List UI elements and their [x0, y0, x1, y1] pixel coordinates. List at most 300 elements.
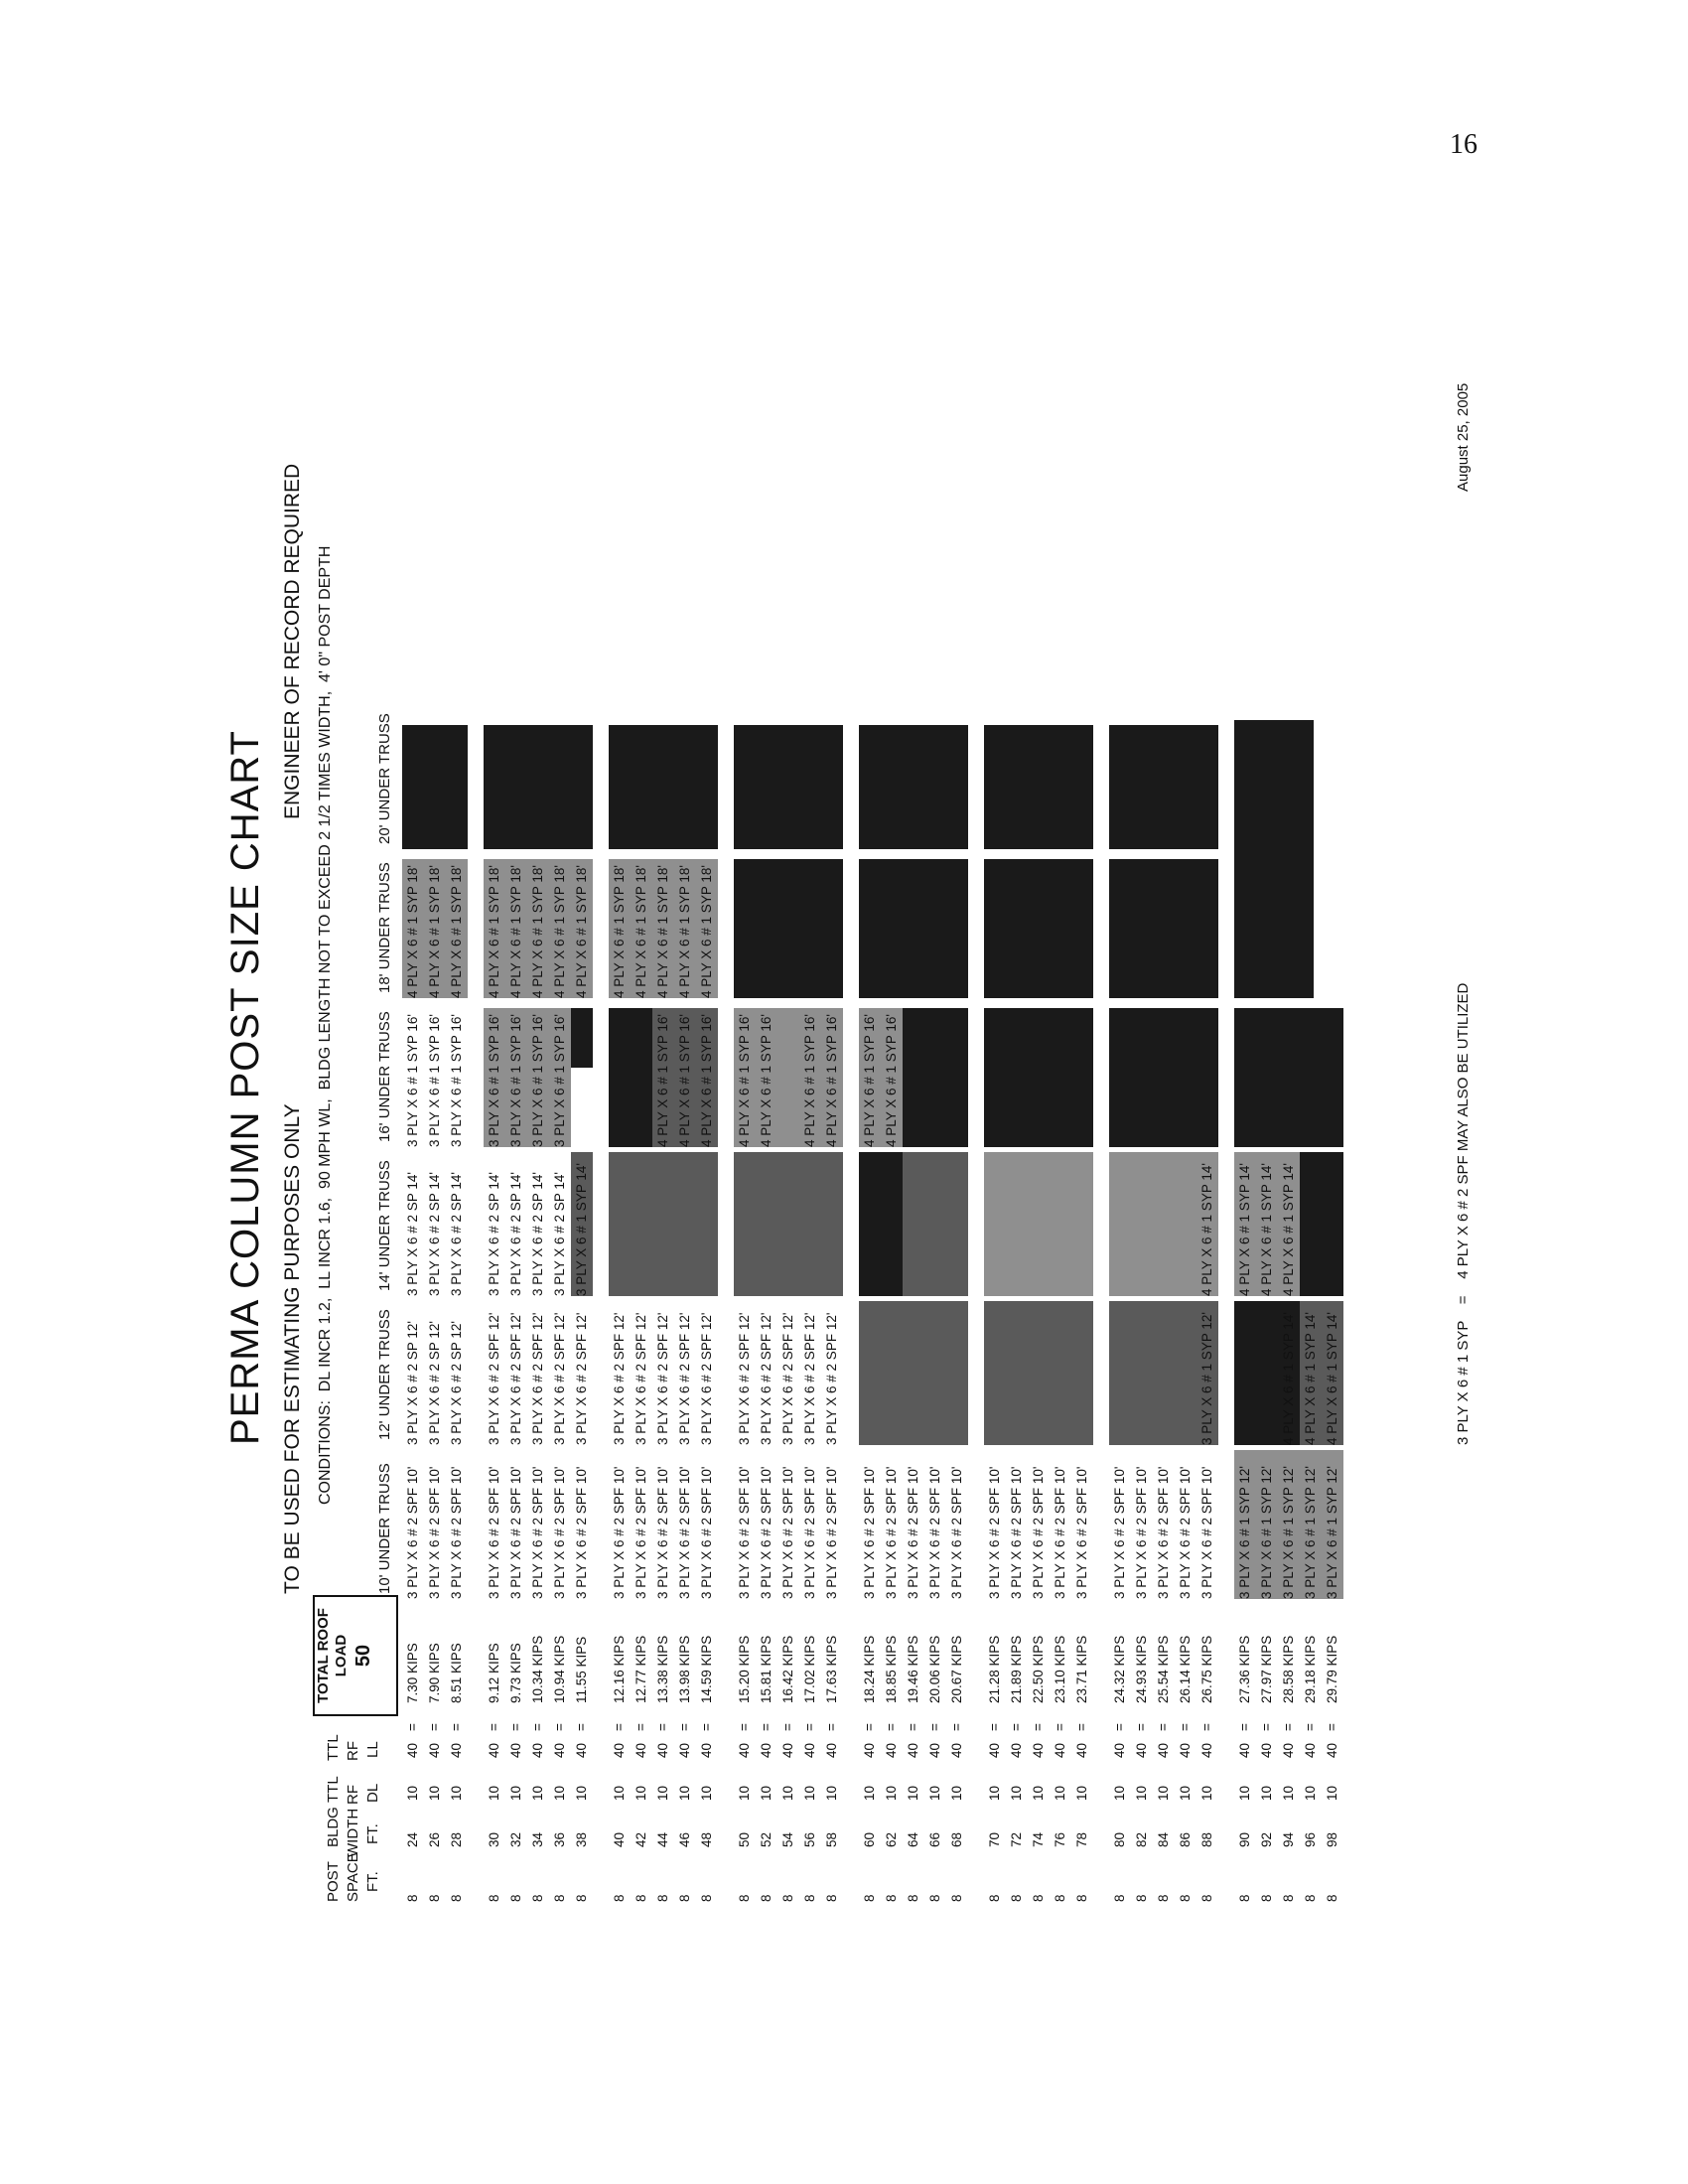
- footnote: 3 PLY X 6 # 1 SYP = 4 PLY X 6 # 2 SPF MAY ALSO BE UTILIZED: [1455, 982, 1472, 1445]
- table-cell: 40: [508, 1742, 523, 1758]
- table-cell: =: [405, 1723, 420, 1731]
- table-cell: =: [1053, 1723, 1067, 1731]
- table-cell: 13.38 KIPS: [655, 1635, 670, 1703]
- truss-column-header: 20' UNDER TRUSS: [376, 713, 393, 844]
- table-cell: 15.20 KIPS: [737, 1635, 752, 1703]
- table-cell: 98: [1325, 1831, 1339, 1847]
- table-cell: 66: [927, 1831, 942, 1847]
- table-cell: =: [1303, 1723, 1318, 1731]
- table-cell: 10: [612, 1785, 627, 1801]
- table-cell: 4 PLY X 6 # 1 SYP 18': [530, 865, 545, 998]
- truss-column-header: 14' UNDER TRUSS: [376, 1160, 393, 1291]
- table-cell: 3 PLY X 6 # 2 SPF 10': [1112, 1466, 1127, 1599]
- table-row: [881, 273, 903, 1902]
- table-cell: 8: [1134, 1894, 1149, 1902]
- conditions-text: CONDITIONS: DL INCR 1.2, LL INCR 1.6, 90 MPH WL, BLDG LENGTH NOT TO EXCEED 2 1/2 TIMES WIDTH, 4' 0" POST DEPTH: [317, 545, 334, 1505]
- table-cell: 20.67 KIPS: [949, 1635, 964, 1703]
- table-cell: 13.98 KIPS: [677, 1635, 692, 1703]
- row-group: [859, 273, 968, 1902]
- table-cell: 3 PLY X 6 # 2 SPF 10': [449, 1466, 464, 1599]
- table-cell: 10: [987, 1785, 1002, 1801]
- table-cell: 3 PLY X 6 # 1 SYP 12': [1281, 1466, 1296, 1599]
- table-cell: 9.73 KIPS: [508, 1643, 523, 1703]
- table-row: [821, 273, 843, 1902]
- table-cell: 40: [1199, 1742, 1214, 1758]
- table-cell: 10: [1281, 1785, 1296, 1801]
- table-row: [946, 273, 968, 1902]
- table-cell: =: [927, 1723, 942, 1731]
- table-cell: 4 PLY X 6 # 1 SYP 18': [449, 865, 464, 998]
- table-cell: =: [655, 1723, 670, 1731]
- table-cell: 10: [1325, 1785, 1339, 1801]
- subtitle: TO BE USED FOR ESTIMATING PURPOSES ONLY: [281, 1103, 304, 1594]
- table-cell: 3 PLY X 6 # 2 SP 12': [427, 1321, 442, 1445]
- table-cell: 4 PLY X 6 # 1 SYP 14': [1303, 1312, 1318, 1445]
- table-cell: 84: [1156, 1831, 1171, 1847]
- table-cell: 10: [780, 1785, 795, 1801]
- table-cell: 38: [574, 1831, 589, 1847]
- header-space: SPACE: [345, 1852, 361, 1902]
- table-cell: 36: [552, 1831, 567, 1847]
- table-cell: 3 PLY X 6 # 2 SPF 10': [1031, 1466, 1046, 1599]
- table-cell: 60: [862, 1831, 877, 1847]
- table-row: [1322, 273, 1343, 1902]
- table-cell: 3 PLY X 6 # 2 SPF 12': [677, 1312, 692, 1445]
- table-cell: 3 PLY X 6 # 1 SYP 14': [574, 1163, 589, 1296]
- table-cell: 8: [1237, 1894, 1252, 1902]
- table-cell: =: [780, 1723, 795, 1731]
- table-cell: 40: [737, 1742, 752, 1758]
- table-cell: 8: [1009, 1894, 1024, 1902]
- load-box-label: TOTAL ROOF: [315, 1608, 332, 1703]
- table-cell: 27.36 KIPS: [1237, 1635, 1252, 1703]
- table-cell: 3 PLY X 6 # 2 SP 12': [405, 1321, 420, 1445]
- table-cell: 26.75 KIPS: [1199, 1635, 1214, 1703]
- table-cell: 3 PLY X 6 # 2 SPF 10': [1134, 1466, 1149, 1599]
- table-cell: 3 PLY X 6 # 2 SPF 12': [633, 1312, 648, 1445]
- row-group: [734, 273, 843, 1902]
- table-cell: 24.32 KIPS: [1112, 1635, 1127, 1703]
- table-cell: 10: [427, 1785, 442, 1801]
- table-cell: 4 PLY X 6 # 1 SYP 14': [1281, 1163, 1296, 1296]
- table-cell: 40: [1134, 1742, 1149, 1758]
- table-cell: 8: [802, 1894, 817, 1902]
- table-row: [527, 273, 549, 1902]
- table-cell: 8: [906, 1894, 920, 1902]
- table-cell: 4 PLY X 6 # 1 SYP 16': [699, 1014, 714, 1147]
- table-cell: 8: [405, 1894, 420, 1902]
- table-cell: 8: [530, 1894, 545, 1902]
- table-row: [631, 273, 652, 1902]
- table-cell: 3 PLY X 6 # 2 SPF 10': [487, 1466, 501, 1599]
- table-cell: 76: [1053, 1831, 1067, 1847]
- table-cell: 21.28 KIPS: [987, 1635, 1002, 1703]
- table-cell: 40: [574, 1742, 589, 1758]
- table-cell: 8: [1156, 1894, 1171, 1902]
- table-cell: 4 PLY X 6 # 1 SYP 14': [1259, 1163, 1274, 1296]
- table-row: [446, 273, 468, 1902]
- table-row: [1278, 273, 1300, 1902]
- table-row: [1256, 273, 1278, 1902]
- table-cell: =: [1031, 1723, 1046, 1731]
- table-cell: =: [884, 1723, 899, 1731]
- table-cell: 14.59 KIPS: [699, 1635, 714, 1703]
- table-cell: 3 PLY X 6 # 2 SP 14': [508, 1172, 523, 1296]
- table-cell: 56: [802, 1831, 817, 1847]
- table-cell: 3 PLY X 6 # 2 SPF 12': [802, 1312, 817, 1445]
- table-cell: 40: [552, 1742, 567, 1758]
- table-cell: 40: [699, 1742, 714, 1758]
- table-cell: 3 PLY X 6 # 2 SPF 10': [780, 1466, 795, 1599]
- table-cell: 11.55 KIPS: [574, 1636, 589, 1703]
- table-cell: 10: [633, 1785, 648, 1801]
- table-cell: 8: [574, 1894, 589, 1902]
- table-cell: =: [1156, 1723, 1171, 1731]
- table-row: [903, 273, 924, 1902]
- table-cell: =: [699, 1723, 714, 1731]
- table-cell: 46: [677, 1831, 692, 1847]
- table-cell: 7.30 KIPS: [405, 1643, 420, 1703]
- header-rf: RF: [345, 1785, 361, 1805]
- table-cell: 3 PLY X 6 # 2 SPF 12': [737, 1312, 752, 1445]
- table-cell: 4 PLY X 6 # 1 SYP 18': [612, 865, 627, 998]
- table-cell: 4 PLY X 6 # 1 SYP 18': [508, 865, 523, 998]
- table-cell: 10: [949, 1785, 964, 1801]
- table-cell: 8: [699, 1894, 714, 1902]
- table-cell: 3 PLY X 6 # 1 SYP 16': [508, 1014, 523, 1147]
- table-cell: =: [862, 1723, 877, 1731]
- header-ll: LL: [364, 1741, 381, 1758]
- header-ft: FT.: [364, 1871, 381, 1892]
- table-cell: 18.85 KIPS: [884, 1635, 899, 1703]
- table-row: [777, 273, 799, 1902]
- table-cell: =: [449, 1723, 464, 1731]
- table-row: [549, 273, 571, 1902]
- table-cell: 4 PLY X 6 # 1 SYP 18': [677, 865, 692, 998]
- table-cell: 78: [1074, 1831, 1089, 1847]
- table-cell: 27.97 KIPS: [1259, 1635, 1274, 1703]
- table-cell: 3 PLY X 6 # 2 SPF 10': [737, 1466, 752, 1599]
- table-cell: 3 PLY X 6 # 2 SPF 10': [987, 1466, 1002, 1599]
- table-cell: 10: [508, 1785, 523, 1801]
- table-cell: 4 PLY X 6 # 1 SYP 18': [699, 865, 714, 998]
- total-roof-load-box: [313, 1595, 398, 1716]
- table-cell: 10: [1259, 1785, 1274, 1801]
- table-cell: 44: [655, 1831, 670, 1847]
- table-cell: =: [1325, 1723, 1339, 1731]
- table-cell: 3 PLY X 6 # 2 SPF 10': [1178, 1466, 1193, 1599]
- table-cell: 3 PLY X 6 # 2 SPF 10': [1009, 1466, 1024, 1599]
- table-cell: 10: [1053, 1785, 1067, 1801]
- table-cell: 23.71 KIPS: [1074, 1635, 1089, 1703]
- table-cell: 16.42 KIPS: [780, 1635, 795, 1703]
- table-cell: =: [612, 1723, 627, 1731]
- table-cell: 4 PLY X 6 # 1 SYP 16': [677, 1014, 692, 1147]
- table-cell: 40: [824, 1742, 839, 1758]
- table-cell: 3 PLY X 6 # 1 SYP 16': [530, 1014, 545, 1147]
- table-row: [571, 273, 593, 1902]
- table-cell: 4 PLY X 6 # 1 SYP 14': [1237, 1163, 1252, 1296]
- table-cell: 40: [530, 1742, 545, 1758]
- table-cell: 90: [1237, 1831, 1252, 1847]
- table-cell: 4 PLY X 6 # 1 SYP 16': [759, 1014, 774, 1147]
- table-cell: 68: [949, 1831, 964, 1847]
- table-cell: 40: [1259, 1742, 1274, 1758]
- table-cell: 29.18 KIPS: [1303, 1635, 1318, 1703]
- table-cell: 10: [405, 1785, 420, 1801]
- table-cell: 3 PLY X 6 # 2 SPF 12': [552, 1312, 567, 1445]
- table-cell: 9.12 KIPS: [487, 1643, 501, 1703]
- table-cell: 3 PLY X 6 # 2 SPF 10': [405, 1466, 420, 1599]
- table-cell: 40: [612, 1742, 627, 1758]
- table-cell: =: [1134, 1723, 1149, 1731]
- table-row: [1028, 273, 1050, 1902]
- table-cell: =: [427, 1723, 442, 1731]
- table-cell: 3 PLY X 6 # 1 SYP 12': [1259, 1466, 1274, 1599]
- table-cell: 8: [612, 1894, 627, 1902]
- table-cell: 40: [449, 1742, 464, 1758]
- table-cell: 10: [449, 1785, 464, 1801]
- table-cell: 3 PLY X 6 # 2 SPF 12': [612, 1312, 627, 1445]
- table-row: [1234, 273, 1256, 1902]
- table-cell: 3 PLY X 6 # 2 SPF 10': [927, 1466, 942, 1599]
- load-box-label: LOAD: [333, 1634, 350, 1677]
- table-cell: 48: [699, 1831, 714, 1847]
- table-row: [505, 273, 527, 1902]
- table-cell: 40: [759, 1742, 774, 1758]
- table-cell: 12.77 KIPS: [633, 1635, 648, 1703]
- table-cell: 4 PLY X 6 # 1 SYP 18': [633, 865, 648, 998]
- table-cell: 32: [508, 1831, 523, 1847]
- row-group: [484, 273, 593, 1902]
- truss-column-header: 16' UNDER TRUSS: [376, 1011, 393, 1142]
- table-cell: 4 PLY X 6 # 1 SYP 16': [862, 1014, 877, 1147]
- table-cell: 3 PLY X 6 # 2 SPF 10': [677, 1466, 692, 1599]
- table-cell: 8: [655, 1894, 670, 1902]
- table-cell: 4 PLY X 6 # 1 SYP 16': [802, 1014, 817, 1147]
- table-cell: 3 PLY X 6 # 2 SPF 12': [508, 1312, 523, 1445]
- table-cell: 10: [530, 1785, 545, 1801]
- table-cell: 3 PLY X 6 # 1 SYP 12': [1199, 1312, 1214, 1445]
- table-cell: 30: [487, 1831, 501, 1847]
- table-cell: 12.16 KIPS: [612, 1635, 627, 1703]
- table-cell: 10: [759, 1785, 774, 1801]
- table-cell: 62: [884, 1831, 899, 1847]
- table-cell: 80: [1112, 1831, 1127, 1847]
- table-cell: 18.24 KIPS: [862, 1635, 877, 1703]
- table-cell: 10: [1074, 1785, 1089, 1801]
- table-cell: 3 PLY X 6 # 2 SPF 10': [612, 1466, 627, 1599]
- table-cell: 8: [884, 1894, 899, 1902]
- table-cell: 8: [449, 1894, 464, 1902]
- table-cell: 40: [780, 1742, 795, 1758]
- table-cell: 40: [1031, 1742, 1046, 1758]
- table-cell: 40: [1325, 1742, 1339, 1758]
- table-cell: 7.90 KIPS: [427, 1643, 442, 1703]
- table-cell: 40: [1053, 1742, 1067, 1758]
- table-row: [734, 273, 756, 1902]
- table-cell: 24: [405, 1831, 420, 1847]
- table-cell: 8: [1259, 1894, 1274, 1902]
- table-row: [609, 273, 631, 1902]
- table-cell: 3 PLY X 6 # 2 SPF 10': [1156, 1466, 1171, 1599]
- table-cell: 40: [862, 1742, 877, 1758]
- table-cell: 3 PLY X 6 # 2 SP 12': [449, 1321, 464, 1445]
- table-row: [1050, 273, 1071, 1902]
- table-cell: 10: [802, 1785, 817, 1801]
- table-cell: =: [987, 1723, 1002, 1731]
- table-cell: 40: [405, 1742, 420, 1758]
- table-cell: 40: [1237, 1742, 1252, 1758]
- table-cell: 4 PLY X 6 # 1 SYP 18': [655, 865, 670, 998]
- table-cell: 10: [552, 1785, 567, 1801]
- table-cell: 52: [759, 1831, 774, 1847]
- truss-column-header: 10' UNDER TRUSS: [376, 1463, 393, 1594]
- table-cell: =: [1259, 1723, 1274, 1731]
- table-cell: 10: [927, 1785, 942, 1801]
- header-ttl: TTL: [325, 1734, 342, 1761]
- table-cell: 10: [1156, 1785, 1171, 1801]
- table-cell: =: [508, 1723, 523, 1731]
- table-cell: 28: [449, 1831, 464, 1847]
- table-cell: 8: [824, 1894, 839, 1902]
- table-cell: 3 PLY X 6 # 1 SYP 16': [405, 1014, 420, 1147]
- table-cell: 3 PLY X 6 # 1 SYP 16': [552, 1014, 567, 1147]
- header-bldg: BLDG: [325, 1807, 342, 1847]
- header-rf: RF: [345, 1741, 361, 1761]
- table-cell: 8: [949, 1894, 964, 1902]
- table-cell: =: [824, 1723, 839, 1731]
- table-cell: =: [906, 1723, 920, 1731]
- table-cell: 3 PLY X 6 # 2 SPF 10': [862, 1466, 877, 1599]
- table-cell: 3 PLY X 6 # 1 SYP 12': [1325, 1466, 1339, 1599]
- table-cell: 8: [987, 1894, 1002, 1902]
- table-row: [1196, 273, 1218, 1902]
- table-cell: 74: [1031, 1831, 1046, 1847]
- table-cell: 4 PLY X 6 # 1 SYP 18': [405, 865, 420, 998]
- table-cell: 3 PLY X 6 # 2 SPF 12': [530, 1312, 545, 1445]
- table-cell: 3 PLY X 6 # 1 SYP 16': [427, 1014, 442, 1147]
- table-cell: 8: [1112, 1894, 1127, 1902]
- table-cell: 10: [1112, 1785, 1127, 1801]
- table-cell: 8: [862, 1894, 877, 1902]
- table-cell: 40: [927, 1742, 942, 1758]
- table-cell: 3 PLY X 6 # 2 SPF 10': [1199, 1466, 1214, 1599]
- table-row: [1006, 273, 1028, 1902]
- table-cell: 10: [1178, 1785, 1193, 1801]
- table-cell: 8: [552, 1894, 567, 1902]
- table-cell: 10: [1009, 1785, 1024, 1801]
- table-cell: 10: [677, 1785, 692, 1801]
- table-cell: 4 PLY X 6 # 1 SYP 14': [1325, 1312, 1339, 1445]
- table-cell: 3 PLY X 6 # 2 SPF 10': [759, 1466, 774, 1599]
- table-cell: 8: [1325, 1894, 1339, 1902]
- table-cell: 3 PLY X 6 # 2 SP 14': [427, 1172, 442, 1296]
- table-cell: 3 PLY X 6 # 2 SPF 12': [655, 1312, 670, 1445]
- table-cell: 22.50 KIPS: [1031, 1635, 1046, 1703]
- table-cell: 25.54 KIPS: [1156, 1635, 1171, 1703]
- table-row: [1071, 273, 1093, 1902]
- table-cell: 3 PLY X 6 # 2 SPF 12': [759, 1312, 774, 1445]
- table-cell: 4 PLY X 6 # 1 SYP 18': [487, 865, 501, 998]
- table-cell: =: [487, 1723, 501, 1731]
- table-cell: =: [737, 1723, 752, 1731]
- table-cell: 3 PLY X 6 # 2 SPF 10': [906, 1466, 920, 1599]
- table-cell: 10: [906, 1785, 920, 1801]
- truss-column-header: 12' UNDER TRUSS: [376, 1309, 393, 1440]
- table-row: [1300, 273, 1322, 1902]
- table-cell: 28.58 KIPS: [1281, 1635, 1296, 1703]
- table-cell: 26: [427, 1831, 442, 1847]
- table-cell: =: [633, 1723, 648, 1731]
- table-cell: 8: [1031, 1894, 1046, 1902]
- table-cell: 40: [987, 1742, 1002, 1758]
- table-cell: 10.94 KIPS: [552, 1635, 567, 1703]
- table-cell: 3 PLY X 6 # 2 SPF 10': [949, 1466, 964, 1599]
- table-cell: 8: [759, 1894, 774, 1902]
- table-cell: 86: [1178, 1831, 1193, 1847]
- table-row: [696, 273, 718, 1902]
- table-cell: 4 PLY X 6 # 1 SYP 16': [655, 1014, 670, 1147]
- table-cell: 20.06 KIPS: [927, 1635, 942, 1703]
- table-cell: 8: [677, 1894, 692, 1902]
- table-cell: 72: [1009, 1831, 1024, 1847]
- table-row: [859, 273, 881, 1902]
- page-title: PERMA COLUMN POST SIZE CHART: [223, 730, 267, 1445]
- table-cell: 40: [1009, 1742, 1024, 1758]
- header-post: POST: [325, 1861, 342, 1902]
- table-cell: 92: [1259, 1831, 1274, 1847]
- table-cell: 3 PLY X 6 # 2 SPF 10': [802, 1466, 817, 1599]
- table-cell: 3 PLY X 6 # 2 SPF 12': [699, 1312, 714, 1445]
- table-cell: 3 PLY X 6 # 2 SPF 10': [508, 1466, 523, 1599]
- table-cell: 40: [612, 1831, 627, 1847]
- table-cell: 40: [949, 1742, 964, 1758]
- table-cell: 8: [1074, 1894, 1089, 1902]
- page-number: 16: [1450, 129, 1477, 160]
- row-group: [1109, 273, 1218, 1902]
- table-cell: 40: [1074, 1742, 1089, 1758]
- table-cell: =: [677, 1723, 692, 1731]
- table-cell: 3 PLY X 6 # 1 SYP 12': [1237, 1466, 1252, 1599]
- table-cell: 70: [987, 1831, 1002, 1847]
- table-cell: 4 PLY X 6 # 1 SYP 18': [552, 865, 567, 998]
- table-cell: 8: [508, 1894, 523, 1902]
- table-row: [652, 273, 674, 1902]
- table-cell: 3 PLY X 6 # 2 SPF 12': [824, 1312, 839, 1445]
- table-cell: 10: [1199, 1785, 1214, 1801]
- table-row: [402, 273, 424, 1902]
- table-cell: 58: [824, 1831, 839, 1847]
- table-cell: 3 PLY X 6 # 2 SPF 10': [427, 1466, 442, 1599]
- table-cell: 4 PLY X 6 # 1 SYP 14': [1281, 1312, 1296, 1445]
- table-cell: 8: [1199, 1894, 1214, 1902]
- table-cell: 4 PLY X 6 # 1 SYP 18': [427, 865, 442, 998]
- table-cell: 8: [780, 1894, 795, 1902]
- table-cell: 10: [884, 1785, 899, 1801]
- table-cell: 3 PLY X 6 # 2 SP 14': [552, 1172, 567, 1296]
- table-cell: 3 PLY X 6 # 1 SYP 16': [449, 1014, 464, 1147]
- table-cell: =: [949, 1723, 964, 1731]
- table-row: [1131, 273, 1153, 1902]
- table-cell: 17.63 KIPS: [824, 1635, 839, 1703]
- table-row: [1175, 273, 1196, 1902]
- table-cell: 10: [1031, 1785, 1046, 1801]
- table-cell: 40: [884, 1742, 899, 1758]
- table-cell: 42: [633, 1831, 648, 1847]
- table-cell: 54: [780, 1831, 795, 1847]
- date: August 25, 2005: [1455, 382, 1472, 492]
